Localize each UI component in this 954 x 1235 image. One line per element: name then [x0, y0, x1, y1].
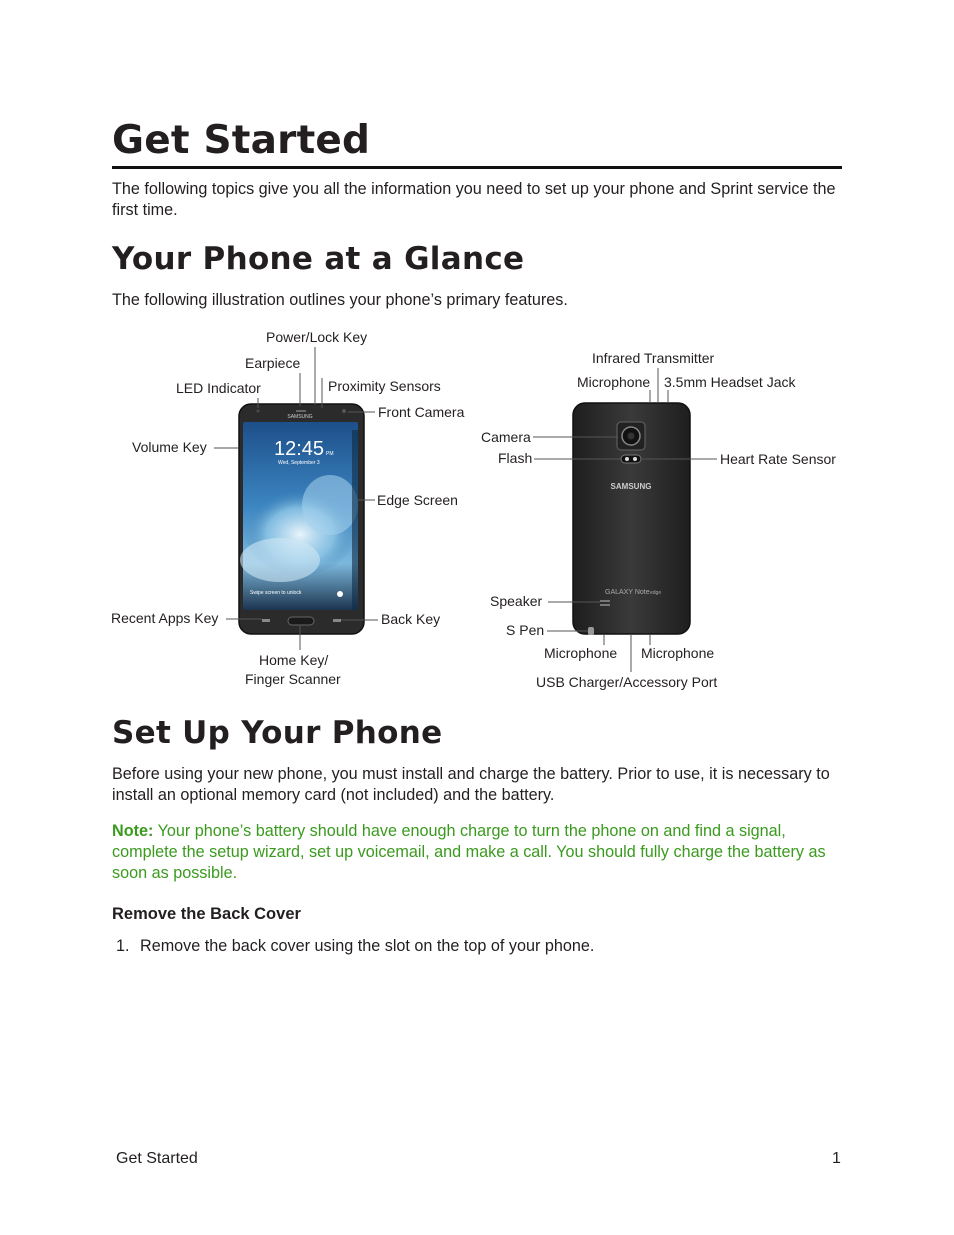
speaker-grill: [600, 600, 610, 602]
label-volume: Volume Key: [132, 439, 207, 455]
footer-section-name: Get Started: [116, 1150, 198, 1167]
subheading-remove-cover: Remove the Back Cover: [112, 905, 301, 923]
label-recent-apps: Recent Apps Key: [111, 610, 219, 626]
label-front-camera: Front Camera: [378, 404, 465, 420]
intro-paragraph: The following topics give you all the information you need to set up your phone and Sprint service the first time.: [112, 180, 836, 219]
edge-screen-strip: [352, 430, 358, 610]
label-proximity: Proximity Sensors: [328, 378, 441, 394]
screen-date: Wed, September 3: [278, 460, 320, 466]
back-model-suffix: edge: [650, 590, 662, 596]
label-microphone-bottom-right: Microphone: [641, 645, 715, 661]
label-back-key: Back Key: [381, 611, 441, 627]
label-camera: Camera: [481, 429, 531, 445]
label-home-key-line2: Finger Scanner: [245, 671, 341, 687]
glance-paragraph: The following illustration outlines your phone’s primary features.: [112, 291, 568, 309]
screen-time: 12:45: [274, 438, 325, 460]
screen-camera-icon: [337, 591, 343, 597]
page-title: Get Started: [112, 118, 371, 163]
label-s-pen: S Pen: [506, 622, 545, 638]
led-indicator: [257, 410, 260, 413]
label-speaker: Speaker: [490, 593, 543, 609]
label-led: LED Indicator: [176, 380, 261, 396]
label-headset: 3.5mm Headset Jack: [664, 374, 796, 390]
note-paragraph: [112, 821, 842, 884]
label-power-lock: Power/Lock Key: [266, 329, 368, 345]
front-phone: [239, 404, 364, 634]
section-heading-glance: Your Phone at a Glance: [112, 241, 525, 277]
step-number: 1.: [116, 937, 130, 955]
footer-page-number: 1: [832, 1150, 841, 1167]
front-brand-text: SAMSUNG: [287, 414, 313, 420]
screen-unlock-hint: Swipe screen to unlock: [250, 590, 302, 596]
flash-unit: [621, 455, 641, 463]
label-earpiece: Earpiece: [245, 355, 301, 371]
label-home-key-line1: Home Key/: [259, 652, 329, 668]
label-microphone-bottom-left: Microphone: [544, 645, 618, 661]
setup-paragraph: Before using your new phone, you must install and charge the battery. Prior to use, it is necessary to install an optional memory card (not included) and the battery.: [112, 765, 830, 804]
label-flash: Flash: [498, 450, 533, 466]
label-edge-screen: Edge Screen: [377, 492, 458, 508]
back-model-text: GALAXY Note: [605, 589, 650, 596]
home-key: [288, 617, 314, 625]
section-heading-setup: Set Up Your Phone: [112, 715, 443, 751]
earpiece-grill: [296, 410, 306, 412]
recent-apps-key: [262, 619, 270, 622]
front-camera-lens: [342, 409, 346, 413]
label-infrared: Infrared Transmitter: [592, 350, 715, 366]
label-microphone-top: Microphone: [577, 374, 651, 390]
note-label: Note:: [112, 822, 154, 840]
label-usb: USB Charger/Accessory Port: [536, 674, 718, 690]
note-text: Your phone’s battery should have enough charge to turn the phone on and find a signal, complete the setup wizard, set up voicemail, and make a call. You should fully charge the battery as soon as possible.: [112, 822, 826, 882]
back-key: [333, 619, 341, 622]
screen-time-suffix: PM: [326, 451, 334, 457]
back-brand-text: SAMSUNG: [610, 482, 652, 491]
s-pen-tip: [588, 627, 594, 635]
back-phone: [573, 403, 690, 635]
label-heart-rate: Heart Rate Sensor: [720, 451, 836, 467]
step-text: Remove the back cover using the slot on the top of your phone.: [140, 937, 595, 955]
